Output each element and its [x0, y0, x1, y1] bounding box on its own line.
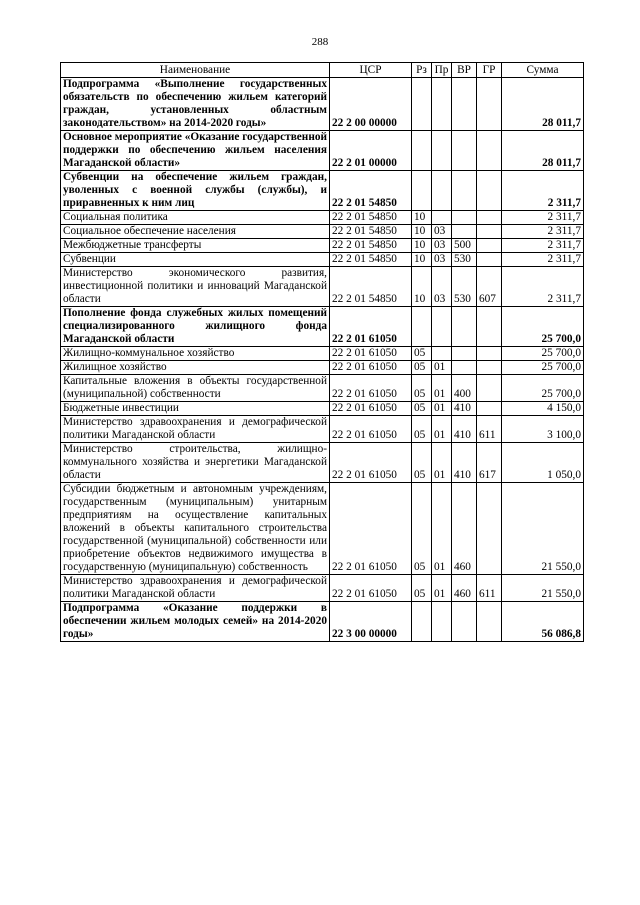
row-sum-cell: 56 086,8: [502, 602, 584, 642]
row-name-cell: Министерство строительства, жилищно-коммунального хозяйства и энергетики Магаданской области: [61, 443, 330, 483]
row-name-cell: Межбюджетные трансферты: [61, 239, 330, 253]
row-vr-cell: 410: [452, 402, 477, 416]
header-vr: ВР: [452, 63, 477, 78]
table-row: [61, 361, 584, 375]
row-pr-cell: 01: [432, 402, 452, 416]
row-sum-cell: 28 011,7: [502, 131, 584, 171]
table-row: [61, 416, 584, 443]
row-csr-cell: 22 2 00 00000: [330, 78, 412, 131]
row-vr-cell: [452, 602, 477, 642]
table-row: [61, 267, 584, 307]
row-sum-cell: 25 700,0: [502, 375, 584, 402]
row-gr-cell: 617: [477, 443, 502, 483]
row-pr-cell: [432, 307, 452, 347]
row-pr-cell: [432, 78, 452, 131]
row-rz-cell: 10: [412, 253, 432, 267]
row-pr-cell: 03: [432, 267, 452, 307]
row-csr-cell: 22 2 01 61050: [330, 483, 412, 575]
row-gr-cell: 611: [477, 416, 502, 443]
row-gr-cell: [477, 211, 502, 225]
row-csr-cell: 22 2 01 54850: [330, 171, 412, 211]
row-pr-cell: 01: [432, 375, 452, 402]
row-sum-cell: 4 150,0: [502, 402, 584, 416]
row-csr-cell: 22 2 01 61050: [330, 443, 412, 483]
table-row: [61, 443, 584, 483]
table-row: [61, 211, 584, 225]
table-row: [61, 483, 584, 575]
row-name-cell: Министерство здравоохранения и демографической политики Магаданской области: [61, 416, 330, 443]
row-gr-cell: [477, 375, 502, 402]
row-sum-cell: 28 011,7: [502, 78, 584, 131]
row-rz-cell: 05: [412, 347, 432, 361]
table-row: [61, 78, 584, 131]
row-csr-cell: 22 2 01 61050: [330, 402, 412, 416]
row-name-cell: Пополнение фонда служебных жилых помещений специализированного жилищного фонда Магаданской области: [61, 307, 330, 347]
row-pr-cell: 01: [432, 361, 452, 375]
table-row: [61, 375, 584, 402]
row-name-cell: Субвенции: [61, 253, 330, 267]
row-name-cell: Субсидии бюджетным и автономным учреждениям, государственным (муниципальным) унитарным предприятиям на осуществление капитальных вложений в объекты капитального строительства государственной (муниципальной) собственности или приобретение объектов недвижимого имущества в государственную (муниципальную) собственность: [61, 483, 330, 575]
row-pr-cell: 01: [432, 443, 452, 483]
row-vr-cell: [452, 361, 477, 375]
row-sum-cell: 2 311,7: [502, 239, 584, 253]
row-pr-cell: [432, 131, 452, 171]
row-rz-cell: [412, 602, 432, 642]
row-gr-cell: 607: [477, 267, 502, 307]
row-vr-cell: 410: [452, 416, 477, 443]
row-pr-cell: [432, 211, 452, 225]
row-vr-cell: [452, 171, 477, 211]
row-csr-cell: 22 2 01 54850: [330, 225, 412, 239]
row-pr-cell: 01: [432, 416, 452, 443]
row-pr-cell: [432, 171, 452, 211]
row-rz-cell: 10: [412, 267, 432, 307]
row-pr-cell: [432, 347, 452, 361]
row-rz-cell: [412, 131, 432, 171]
table-row: [61, 239, 584, 253]
table-row: [61, 171, 584, 211]
table-header-row: [61, 63, 584, 78]
row-name-cell: Капитальные вложения в объекты государственной (муниципальной) собственности: [61, 375, 330, 402]
row-pr-cell: [432, 602, 452, 642]
row-sum-cell: 25 700,0: [502, 361, 584, 375]
row-csr-cell: 22 2 01 00000: [330, 131, 412, 171]
row-name-cell: Социальное обеспечение населения: [61, 225, 330, 239]
table-row: [61, 575, 584, 602]
row-gr-cell: [477, 131, 502, 171]
table-row: [61, 225, 584, 239]
table-row: [61, 307, 584, 347]
row-rz-cell: 05: [412, 375, 432, 402]
row-pr-cell: 03: [432, 239, 452, 253]
row-vr-cell: [452, 347, 477, 361]
row-gr-cell: [477, 171, 502, 211]
row-pr-cell: 01: [432, 575, 452, 602]
table-row: [61, 402, 584, 416]
row-csr-cell: 22 2 01 61050: [330, 347, 412, 361]
row-rz-cell: 10: [412, 239, 432, 253]
row-sum-cell: 21 550,0: [502, 483, 584, 575]
budget-table: [60, 62, 584, 642]
header-rz: Рз: [412, 63, 432, 78]
table-row: [61, 131, 584, 171]
header-name: Наименование: [61, 63, 330, 78]
row-gr-cell: [477, 239, 502, 253]
row-rz-cell: 05: [412, 402, 432, 416]
row-vr-cell: [452, 225, 477, 239]
header-csr: ЦСР: [330, 63, 412, 78]
row-csr-cell: 22 3 00 00000: [330, 602, 412, 642]
row-gr-cell: [477, 253, 502, 267]
row-pr-cell: 03: [432, 253, 452, 267]
row-vr-cell: 460: [452, 483, 477, 575]
row-vr-cell: [452, 131, 477, 171]
page-number: 288: [311, 36, 329, 48]
row-sum-cell: 2 311,7: [502, 211, 584, 225]
row-vr-cell: 530: [452, 267, 477, 307]
table-row: [61, 602, 584, 642]
row-vr-cell: 460: [452, 575, 477, 602]
row-vr-cell: [452, 211, 477, 225]
row-name-cell: Подпрограмма «Выполнение государственных обязательств по обеспечению жильем категорий граждан, установленных областным законодательством» на 2014-2020 годы»: [61, 78, 330, 131]
row-gr-cell: [477, 602, 502, 642]
row-csr-cell: 22 2 01 61050: [330, 375, 412, 402]
row-csr-cell: 22 2 01 61050: [330, 307, 412, 347]
row-rz-cell: [412, 171, 432, 211]
row-name-cell: Основное мероприятие «Оказание государственной поддержки по обеспечению жильем населения Магаданской области»: [61, 131, 330, 171]
row-rz-cell: 05: [412, 575, 432, 602]
row-rz-cell: 05: [412, 443, 432, 483]
row-sum-cell: 1 050,0: [502, 443, 584, 483]
row-rz-cell: 05: [412, 483, 432, 575]
row-rz-cell: 05: [412, 416, 432, 443]
row-rz-cell: 10: [412, 211, 432, 225]
row-sum-cell: 25 700,0: [502, 347, 584, 361]
row-csr-cell: 22 2 01 61050: [330, 416, 412, 443]
row-rz-cell: [412, 78, 432, 131]
row-gr-cell: [477, 361, 502, 375]
row-sum-cell: 2 311,7: [502, 171, 584, 211]
row-csr-cell: 22 2 01 54850: [330, 253, 412, 267]
row-pr-cell: 01: [432, 483, 452, 575]
row-sum-cell: 3 100,0: [502, 416, 584, 443]
row-name-cell: Жилищное хозяйство: [61, 361, 330, 375]
row-sum-cell: 21 550,0: [502, 575, 584, 602]
table-row: [61, 347, 584, 361]
row-gr-cell: [477, 307, 502, 347]
row-name-cell: Министерство экономического развития, инвестиционной политики и инноваций Магаданской области: [61, 267, 330, 307]
row-name-cell: Подпрограмма «Оказание поддержки в обеспечении жильем молодых семей» на 2014-2020 годы»: [61, 602, 330, 642]
row-vr-cell: 530: [452, 253, 477, 267]
row-sum-cell: 25 700,0: [502, 307, 584, 347]
header-sum: Сумма: [502, 63, 584, 78]
row-rz-cell: 05: [412, 361, 432, 375]
row-name-cell: Субвенции на обеспечение жильем граждан, уволенных с военной службы (службы), и приравненных к ним лиц: [61, 171, 330, 211]
row-csr-cell: 22 2 01 61050: [330, 361, 412, 375]
row-vr-cell: [452, 78, 477, 131]
row-gr-cell: 611: [477, 575, 502, 602]
row-csr-cell: 22 2 01 54850: [330, 267, 412, 307]
row-pr-cell: 03: [432, 225, 452, 239]
row-vr-cell: [452, 307, 477, 347]
row-vr-cell: 400: [452, 375, 477, 402]
row-sum-cell: 2 311,7: [502, 267, 584, 307]
row-sum-cell: 2 311,7: [502, 253, 584, 267]
row-sum-cell: 2 311,7: [502, 225, 584, 239]
row-name-cell: Министерство здравоохранения и демографической политики Магаданской области: [61, 575, 330, 602]
row-name-cell: Жилищно-коммунальное хозяйство: [61, 347, 330, 361]
row-gr-cell: [477, 402, 502, 416]
table-row: [61, 253, 584, 267]
row-gr-cell: [477, 347, 502, 361]
row-csr-cell: 22 2 01 61050: [330, 575, 412, 602]
row-csr-cell: 22 2 01 54850: [330, 239, 412, 253]
row-name-cell: Бюджетные инвестиции: [61, 402, 330, 416]
row-gr-cell: [477, 78, 502, 131]
row-gr-cell: [477, 225, 502, 239]
row-vr-cell: 410: [452, 443, 477, 483]
row-name-cell: Социальная политика: [61, 211, 330, 225]
row-rz-cell: 10: [412, 225, 432, 239]
row-gr-cell: [477, 483, 502, 575]
row-csr-cell: 22 2 01 54850: [330, 211, 412, 225]
header-gr: ГР: [477, 63, 502, 78]
row-vr-cell: 500: [452, 239, 477, 253]
row-rz-cell: [412, 307, 432, 347]
header-pr: Пр: [432, 63, 452, 78]
